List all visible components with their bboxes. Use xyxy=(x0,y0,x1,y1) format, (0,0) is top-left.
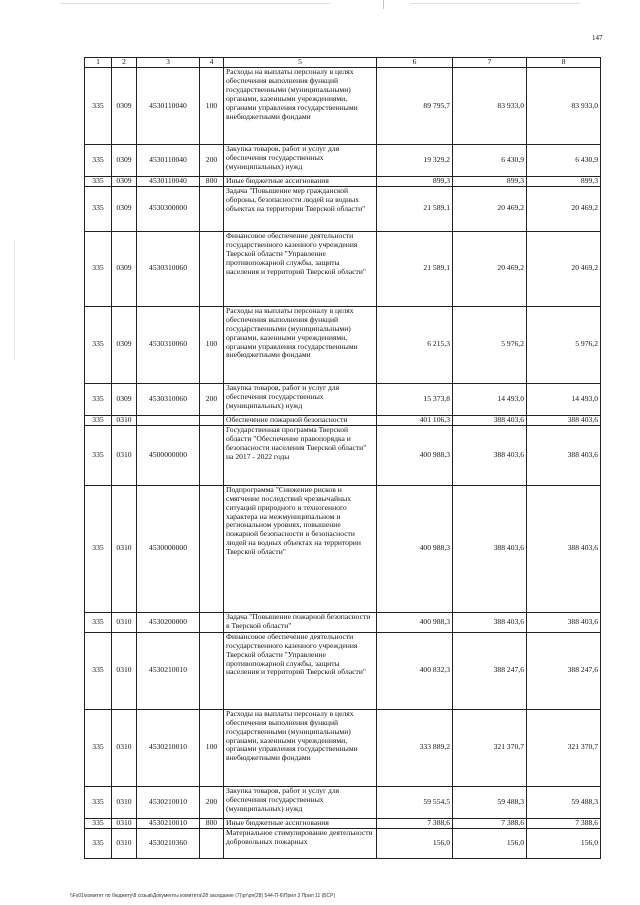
cell-value-col6: 400 988,3 xyxy=(377,485,453,612)
cell-value-col8: 388 403,6 xyxy=(527,425,601,485)
cell-vr xyxy=(200,415,224,425)
cell-vr: 800 xyxy=(200,818,224,828)
cell-value-col8: 7 388,6 xyxy=(527,818,601,828)
cell-value-col7: 388 403,6 xyxy=(453,425,527,485)
cell-value-col8: 321 370,7 xyxy=(527,709,601,786)
cell-value-col7: 388 403,6 xyxy=(453,612,527,632)
cell-value-col7: 7 388,6 xyxy=(453,818,527,828)
cell-value-col8: 59 488,3 xyxy=(527,786,601,818)
cell-glava: 335 xyxy=(85,828,112,858)
cell-value-col8: 83 933,0 xyxy=(527,68,601,145)
cell-value-col6: 15 373,8 xyxy=(377,383,453,415)
cell-razdel: 0309 xyxy=(112,68,137,145)
cell-value-col6: 21 589,1 xyxy=(377,231,453,306)
cell-value-col6: 401 106,3 xyxy=(377,415,453,425)
header-cell-1: 1 xyxy=(85,58,112,68)
cell-glava: 335 xyxy=(85,415,112,425)
cell-vr: 200 xyxy=(200,786,224,818)
cell-vr: 100 xyxy=(200,709,224,786)
page-number: 147 xyxy=(592,34,603,42)
cell-csr: 4530210010 xyxy=(137,786,200,818)
cell-name: Расходы на выплаты персоналу в целях обеспечения выполнения функций государственными (муниципальными) органами, казенными учреждениями, органами управления государственными внебюджетными фондами xyxy=(224,306,377,383)
cell-value-col6: 7 388,6 xyxy=(377,818,453,828)
cell-value-col8: 5 976,2 xyxy=(527,306,601,383)
cell-razdel: 0310 xyxy=(112,485,137,612)
cell-name: Расходы на выплаты персоналу в целях обеспечения выполнения функций государственными (муниципальными) органами, казенными учреждениями, органами управления государственными внебюджетными фондами xyxy=(224,709,377,786)
cell-vr xyxy=(200,425,224,485)
cell-value-col8: 20 469,2 xyxy=(527,186,601,231)
cell-razdel: 0309 xyxy=(112,231,137,306)
cell-value-col7: 20 469,2 xyxy=(453,231,527,306)
footer-file-path: \\Fs01\комитет по бюджету\8 созыв\Документы комитета\28 заседание (7)\рг\рп(28) 544-П-6\Прил 3 Прил 11 (БСР) xyxy=(70,893,336,899)
cell-name: Закупка товаров, работ и услуг для обеспечения государственных (муниципальных) нужд xyxy=(224,383,377,415)
cell-razdel: 0310 xyxy=(112,425,137,485)
cell-value-col6: 400 988,3 xyxy=(377,612,453,632)
cell-value-col8: 6 430,9 xyxy=(527,145,601,177)
cell-csr: 4530000000 xyxy=(137,485,200,612)
cell-vr xyxy=(200,485,224,612)
table-row xyxy=(85,306,601,383)
cell-csr: 4530210010 xyxy=(137,632,200,709)
cell-razdel: 0309 xyxy=(112,306,137,383)
cell-name: Иные бюджетные ассигнования xyxy=(224,177,377,187)
cell-razdel: 0309 xyxy=(112,145,137,177)
cell-name: Финансовое обеспечение деятельности государственного казенного учреждения Тверской области "Управление противопожарной службы, защиты населения и территорий Тверской области" xyxy=(224,231,377,306)
cell-vr: 100 xyxy=(200,68,224,145)
cell-glava: 335 xyxy=(85,383,112,415)
cell-name: Задача "Повышение мер гражданской обороны, безопасности людей на водных объектах на территории Тверской области" xyxy=(224,186,377,231)
cell-value-col7: 14 493,0 xyxy=(453,383,527,415)
cell-value-col7: 388 403,6 xyxy=(453,485,527,612)
cell-value-col6: 59 554,5 xyxy=(377,786,453,818)
table-row xyxy=(85,415,601,425)
cell-csr: 4530300000 xyxy=(137,186,200,231)
cell-glava: 335 xyxy=(85,786,112,818)
cell-name: Подпрограмма "Снижение рисков и смягчение последствий чрезвычайных ситуаций природного и техногенного характера на межмуниципальном и региональном уровнях, повышение пожарной безопасности и безопасности людей на водных объектах на территории Тверской области" xyxy=(224,485,377,612)
table-row xyxy=(85,425,601,485)
cell-csr: 4500000000 xyxy=(137,425,200,485)
cell-glava: 335 xyxy=(85,306,112,383)
table-row xyxy=(85,709,601,786)
table-row xyxy=(85,145,601,177)
header-cell-2: 2 xyxy=(112,58,137,68)
cell-vr xyxy=(200,612,224,632)
cell-glava: 335 xyxy=(85,68,112,145)
cell-glava: 335 xyxy=(85,709,112,786)
cell-razdel: 0309 xyxy=(112,186,137,231)
cell-vr xyxy=(200,632,224,709)
table-row xyxy=(85,786,601,818)
table-row xyxy=(85,612,601,632)
table-row xyxy=(85,818,601,828)
cell-value-col6: 19 329,2 xyxy=(377,145,453,177)
cell-csr: 4530210360 xyxy=(137,828,200,858)
cell-glava: 335 xyxy=(85,145,112,177)
scan-artifact-top xyxy=(60,3,330,4)
cell-value-col8: 388 403,6 xyxy=(527,485,601,612)
table-row xyxy=(85,231,601,306)
scan-artifact-left xyxy=(14,240,15,360)
cell-value-col7: 20 469,2 xyxy=(453,186,527,231)
scan-artifact-top-right xyxy=(410,3,580,4)
cell-value-col8: 388 247,6 xyxy=(527,632,601,709)
header-cell-6: 6 xyxy=(377,58,453,68)
cell-glava: 335 xyxy=(85,612,112,632)
cell-value-col7: 388 403,6 xyxy=(453,415,527,425)
table-row xyxy=(85,485,601,612)
cell-value-col8: 20 469,2 xyxy=(527,231,601,306)
cell-vr: 800 xyxy=(200,177,224,187)
cell-csr: 4530310060 xyxy=(137,231,200,306)
cell-name: Обеспечение пожарной безопасности xyxy=(224,415,377,425)
cell-razdel: 0310 xyxy=(112,786,137,818)
cell-razdel: 0310 xyxy=(112,709,137,786)
cell-glava: 335 xyxy=(85,818,112,828)
cell-value-col8: 899,3 xyxy=(527,177,601,187)
cell-razdel: 0310 xyxy=(112,415,137,425)
cell-razdel: 0309 xyxy=(112,383,137,415)
cell-value-col8: 388 403,6 xyxy=(527,415,601,425)
cell-razdel: 0310 xyxy=(112,612,137,632)
scan-artifact-tick xyxy=(383,0,384,9)
cell-vr xyxy=(200,828,224,858)
cell-vr xyxy=(200,231,224,306)
header-cell-7: 7 xyxy=(453,58,527,68)
header-cell-8: 8 xyxy=(527,58,601,68)
cell-csr: 4530110040 xyxy=(137,145,200,177)
cell-glava: 335 xyxy=(85,632,112,709)
cell-value-col6: 400 832,3 xyxy=(377,632,453,709)
cell-vr xyxy=(200,186,224,231)
header-cell-4: 4 xyxy=(200,58,224,68)
cell-value-col8: 388 403,6 xyxy=(527,612,601,632)
cell-glava: 335 xyxy=(85,425,112,485)
cell-csr xyxy=(137,415,200,425)
cell-value-col8: 14 493,0 xyxy=(527,383,601,415)
header-cell-3: 3 xyxy=(137,58,200,68)
cell-value-col7: 156,0 xyxy=(453,828,527,858)
cell-value-col6: 89 795,7 xyxy=(377,68,453,145)
cell-name: Закупка товаров, работ и услуг для обеспечения государственных (муниципальных) нужд xyxy=(224,145,377,177)
cell-value-col7: 388 247,6 xyxy=(453,632,527,709)
cell-razdel: 0310 xyxy=(112,632,137,709)
cell-value-col7: 6 430,9 xyxy=(453,145,527,177)
cell-name: Закупка товаров, работ и услуг для обеспечения государственных (муниципальных) нужд xyxy=(224,786,377,818)
cell-name: Иные бюджетные ассигнования xyxy=(224,818,377,828)
cell-value-col6: 156,0 xyxy=(377,828,453,858)
cell-value-col7: 899,3 xyxy=(453,177,527,187)
cell-value-col8: 156,0 xyxy=(527,828,601,858)
cell-glava: 335 xyxy=(85,186,112,231)
cell-csr: 4530310060 xyxy=(137,306,200,383)
cell-vr: 200 xyxy=(200,145,224,177)
cell-csr: 4530210010 xyxy=(137,818,200,828)
table-row xyxy=(85,177,601,187)
cell-name: Государственная программа Тверской области "Обеспечение правопорядка и безопасности населения Тверской области" на 2017 - 2022 годы xyxy=(224,425,377,485)
cell-value-col6: 899,3 xyxy=(377,177,453,187)
cell-value-col7: 59 488,3 xyxy=(453,786,527,818)
cell-glava: 335 xyxy=(85,231,112,306)
cell-value-col6: 6 215,3 xyxy=(377,306,453,383)
cell-name: Расходы на выплаты персоналу в целях обеспечения выполнения функций государственными (муниципальными) органами, казенными учреждениями, органами управления государственными внебюджетными фондами xyxy=(224,68,377,145)
cell-razdel: 0310 xyxy=(112,818,137,828)
cell-value-col7: 321 370,7 xyxy=(453,709,527,786)
table-row xyxy=(85,632,601,709)
cell-value-col7: 5 976,2 xyxy=(453,306,527,383)
cell-csr: 4530110040 xyxy=(137,68,200,145)
table-row xyxy=(85,383,601,415)
cell-value-col6: 333 889,2 xyxy=(377,709,453,786)
cell-razdel: 0309 xyxy=(112,177,137,187)
cell-razdel: 0310 xyxy=(112,828,137,858)
cell-value-col6: 21 589,1 xyxy=(377,186,453,231)
table-header-row xyxy=(85,58,601,68)
cell-name: Финансовое обеспечение деятельности государственного казенного учреждения Тверской области "Управление противопожарной службы, защиты населения и территорий Тверской области" xyxy=(224,632,377,709)
table-row xyxy=(85,828,601,858)
cell-glava: 335 xyxy=(85,177,112,187)
cell-vr: 200 xyxy=(200,383,224,415)
cell-csr: 4530110040 xyxy=(137,177,200,187)
cell-vr: 100 xyxy=(200,306,224,383)
table-row xyxy=(85,68,601,145)
cell-value-col7: 83 933,0 xyxy=(453,68,527,145)
cell-csr: 4530310060 xyxy=(137,383,200,415)
cell-csr: 4530200000 xyxy=(137,612,200,632)
table-row xyxy=(85,186,601,231)
cell-name: Задача "Повышение пожарной безопасности в Тверской области" xyxy=(224,612,377,632)
cell-name: Материальное стимулирование деятельности добровольных пожарных xyxy=(224,828,377,858)
cell-csr: 4530210010 xyxy=(137,709,200,786)
budget-table xyxy=(84,57,601,859)
cell-glava: 335 xyxy=(85,485,112,612)
header-cell-5: 5 xyxy=(224,58,377,68)
cell-value-col6: 400 988,3 xyxy=(377,425,453,485)
